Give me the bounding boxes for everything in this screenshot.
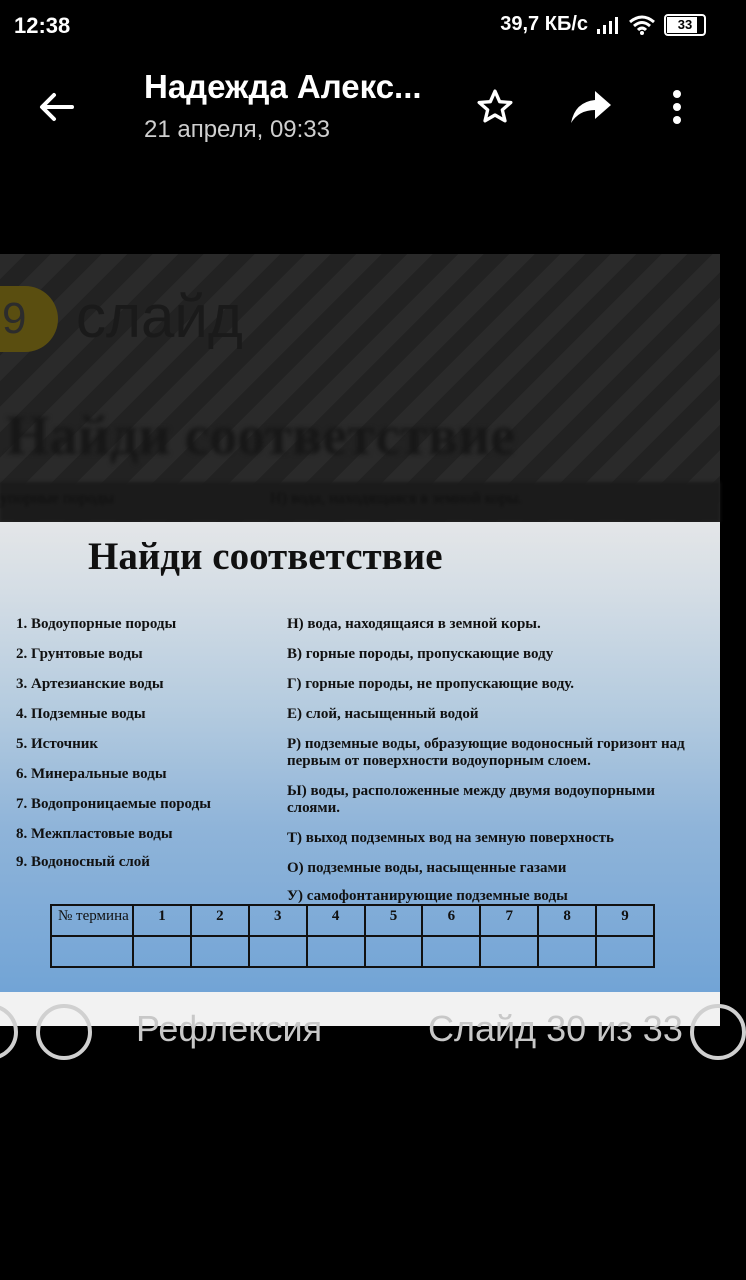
answer-cell	[480, 936, 538, 967]
wifi-icon	[628, 14, 656, 36]
answer-table-col-header: 4	[307, 905, 365, 936]
battery-icon	[664, 14, 706, 36]
term-item: 3. Артезианские воды	[16, 676, 164, 692]
blurred-row-left: упорные породы	[0, 490, 114, 507]
answer-table-col-header: 6	[422, 905, 480, 936]
bottom-text-left: Рефлексия	[136, 1008, 323, 1049]
net-speed: 39,7 КБ/с	[500, 13, 588, 35]
term-item: 7. Водопроницаемые породы	[16, 796, 211, 812]
share-button[interactable]	[566, 82, 616, 132]
answer-table-col-header: 1	[133, 905, 191, 936]
answer-table-header-first: № термина	[51, 905, 133, 936]
term-item: 9. Водоносный слой	[16, 854, 150, 870]
viewer-toolbar	[0, 52, 720, 162]
definition-item: У) самофонтанирующие подземные воды	[287, 888, 568, 904]
answer-table-header-row	[51, 905, 654, 936]
more-vert-icon	[671, 89, 683, 125]
answer-table-col-header: 3	[249, 905, 307, 936]
term-item: 2. Грунтовые воды	[16, 646, 143, 662]
slide-label: слайд	[76, 283, 243, 350]
answer-table	[50, 904, 655, 968]
answer-cell	[365, 936, 423, 967]
status-indicators	[500, 13, 706, 36]
definition-item: Р) подземные воды, образующие водоносный горизонт над первым от поверхности водоупорным слоем.	[287, 736, 685, 769]
definition-item: Ы) воды, расположенные между двумя водоупорными слоями.	[287, 783, 655, 816]
term-item: 4. Подземные воды	[16, 706, 146, 722]
answer-cell	[191, 936, 249, 967]
circle-icon	[0, 1004, 18, 1060]
status-time: 12:38	[14, 13, 71, 38]
definition-item: Т) выход подземных вод на земную поверхность	[287, 830, 614, 846]
photo-bottom-strip	[0, 992, 720, 1049]
blurred-heading: Найди соответствие	[6, 405, 516, 467]
answer-cell	[133, 936, 191, 967]
answer-cell	[538, 936, 596, 967]
answer-cell	[596, 936, 654, 967]
more-options-button[interactable]	[652, 82, 702, 132]
slide-heading: Найди соответствие	[88, 535, 443, 578]
answer-cell	[249, 936, 307, 967]
star-icon	[475, 87, 515, 127]
star-button[interactable]	[470, 82, 520, 132]
slide-number-badge: 9	[0, 286, 58, 352]
back-arrow-icon	[38, 91, 74, 123]
definition-item: О) подземные воды, насыщенные газами	[287, 860, 567, 876]
photo-background	[0, 254, 720, 522]
term-item: 6. Минеральные воды	[16, 766, 167, 782]
blurred-row-right: Н) вода, находящаяся в земной коры.	[270, 490, 523, 507]
blurred-row	[0, 482, 720, 522]
definition-item: Г) горные породы, не пропускающие воду.	[287, 676, 575, 692]
term-item: 8. Межпластовые воды	[16, 826, 173, 842]
term-item: 5. Источник	[16, 736, 98, 752]
share-icon	[569, 89, 613, 125]
definition-item: Е) слой, насыщенный водой	[287, 706, 479, 722]
answer-table-col-header: 5	[365, 905, 423, 936]
answer-cell	[422, 936, 480, 967]
sender-name: Надежда Алекс...	[144, 68, 422, 105]
term-item: 1. Водоупорные породы	[16, 616, 177, 632]
definition-item: В) горные породы, пропускающие воду	[287, 646, 554, 662]
answer-table-col-header: 7	[480, 905, 538, 936]
answer-table-empty-row	[51, 936, 654, 967]
circle-icon	[690, 1004, 746, 1060]
definition-item: Н) вода, находящаяся в земной коры.	[287, 616, 541, 632]
bottom-text-right: Слайд 30 из 33	[428, 1008, 683, 1049]
answer-table-col-header: 9	[596, 905, 654, 936]
answer-table-col-header: 2	[191, 905, 249, 936]
answer-table-col-header: 8	[538, 905, 596, 936]
back-button[interactable]	[28, 82, 84, 132]
battery-level: 33	[677, 17, 693, 32]
circle-icon	[36, 1004, 92, 1060]
message-timestamp: 21 апреля, 09:33	[144, 116, 330, 143]
status-bar	[0, 0, 720, 52]
answer-cell	[51, 936, 133, 967]
attached-photo[interactable]	[0, 254, 720, 1049]
slide-content	[0, 522, 720, 992]
signal-icon	[596, 15, 620, 35]
answer-cell	[307, 936, 365, 967]
